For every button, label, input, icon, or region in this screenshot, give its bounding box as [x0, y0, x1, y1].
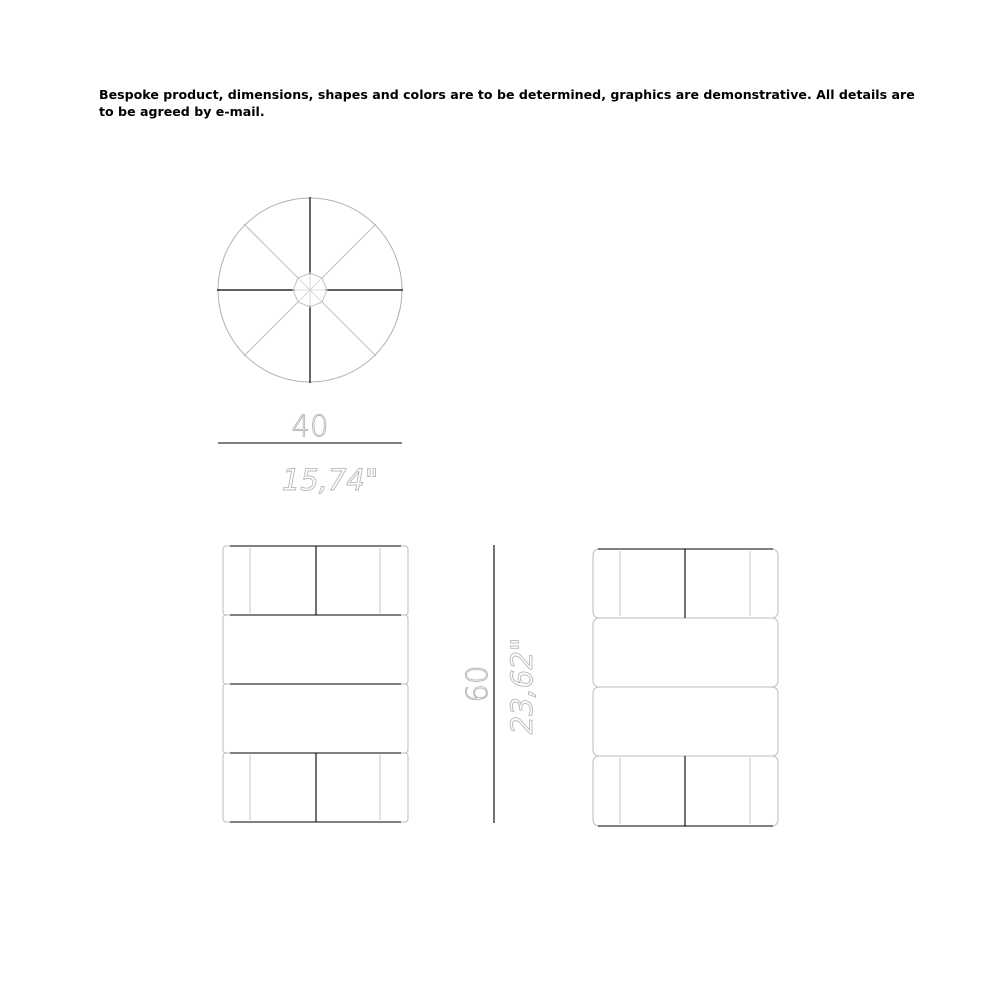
height-in-label: 23,62"	[505, 637, 539, 735]
front-cushion-2	[223, 615, 408, 684]
width-dimension	[218, 409, 402, 497]
seam-sw	[244, 301, 299, 356]
seam-ne	[321, 224, 376, 279]
height-dimension	[460, 545, 539, 823]
seam-nw	[244, 224, 299, 279]
side-cushion-2	[593, 618, 778, 687]
front-seams	[230, 546, 401, 822]
top-view	[217, 197, 403, 383]
side-view	[593, 549, 778, 826]
side-cushion-3	[593, 687, 778, 756]
seam-se	[321, 301, 376, 356]
width-in-label: 15,74"	[281, 463, 379, 497]
front-cushion-3	[223, 684, 408, 753]
front-view	[223, 546, 408, 822]
center-button-pleats	[293, 273, 327, 307]
disclaimer-note: Bespoke product, dimensions, shapes and colors are to be determined, graphics are demonstrative. All details are to be agreed by e-mail.	[99, 87, 915, 119]
width-cm-label: 40	[291, 409, 329, 443]
height-cm-label: 60	[460, 665, 494, 703]
